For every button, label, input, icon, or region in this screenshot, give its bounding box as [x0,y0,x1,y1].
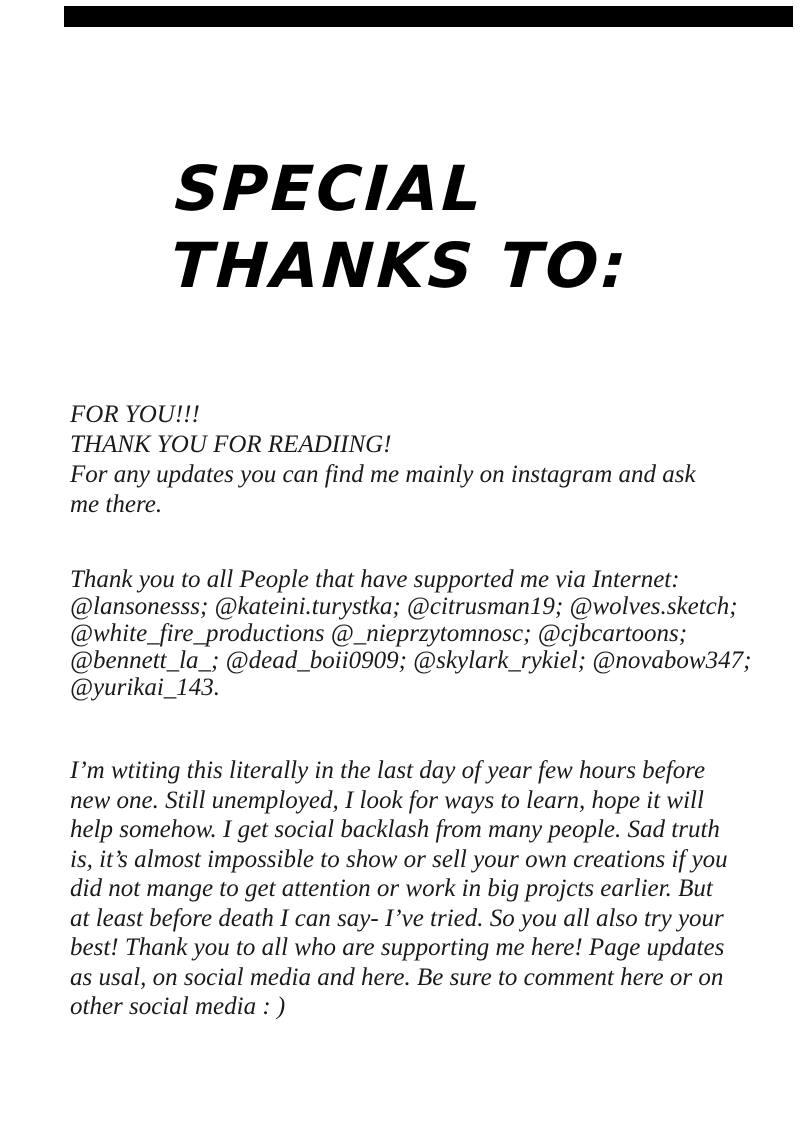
text-line: @yurikai_143. [70,674,221,701]
paragraph-supporters [70,566,751,701]
text-line: me there. [70,491,163,518]
paragraph-dedication [70,400,696,520]
text-line: FOR YOU!!! [70,401,200,428]
text-line: is, it’s almost impossible to show or sell your own creations if you [70,845,728,873]
text-line: I’m wtiting this literally in the last day of year few hours before [70,757,706,784]
text-line: new one. Still unemployed, I look for ways to learn, hope it will [70,786,704,814]
text-line: as usal, on social media and here. Be sure to comment here or on [70,963,724,991]
paragraph-author-note [70,756,728,1022]
top-border-bar [64,6,793,27]
text-line: @white_fire_productions @_nieprzytomnosc; @cjbcartoons; [70,620,688,647]
text-line: @bennett_la_; @dead_boii0909; @skylark_rykiel; @novabow347; [70,647,752,674]
text-line: SPECIAL [173,152,487,225]
text-line: THANKS TO: [169,229,632,302]
text-line: @lansonesss; @kateini.turystka; @citrusman19; @wolves.sketch; [70,593,738,620]
text-line: For any updates you can find me mainly on instagram and ask [70,461,696,488]
page-title [169,150,635,304]
text-line: THANK YOU FOR READIING! [70,431,392,458]
text-line: help somehow. I get social backlash from many people. Sad truth [70,816,720,843]
text-line: other social media : ) [70,993,286,1020]
text-line: Thank you to all People that have supported me via Internet: [70,566,680,593]
text-line: at least before death I can say- I’ve tried. So you all also try your [70,904,724,932]
text-line: best! Thank you to all who are supporting me here! Page updates [70,934,725,961]
text-line: did not mange to get attention or work in big projcts earlier. But [70,875,713,902]
